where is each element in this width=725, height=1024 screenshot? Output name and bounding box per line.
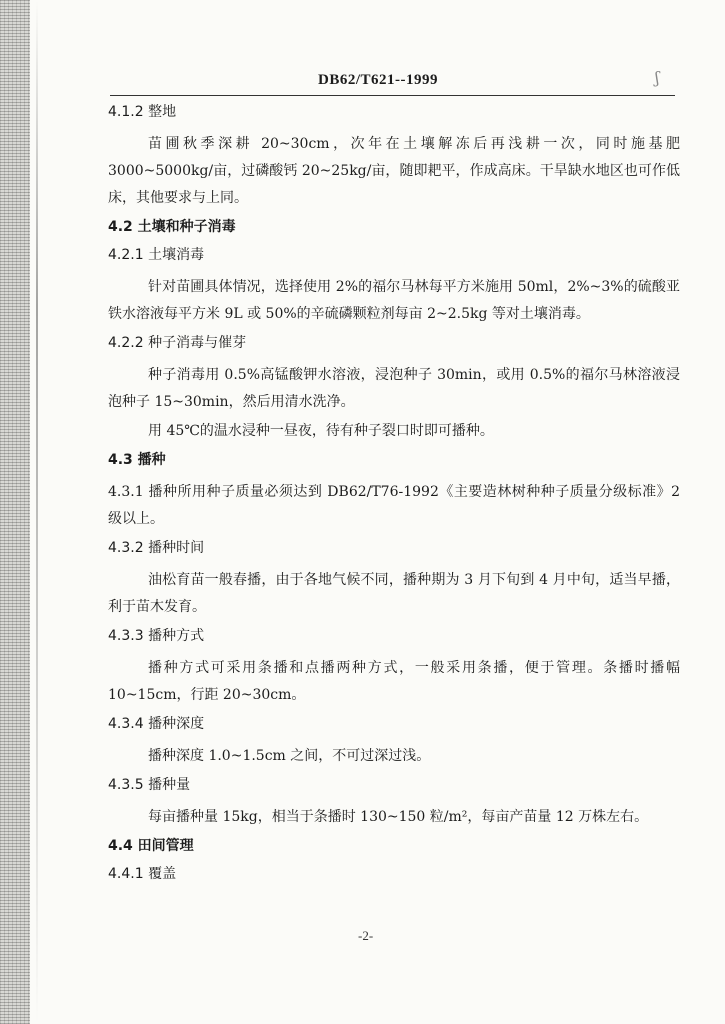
section-heading-4-3: 4.3 播种 xyxy=(108,452,166,468)
scan-binding-edge xyxy=(0,0,30,1024)
margin-mark: ʃ xyxy=(655,68,660,87)
document-body xyxy=(108,103,680,893)
paragraph-seed-quality: 4.3.1 播种所用种子质量必须达到 DB62/T76-1992《主要造林树种种子质量分级标准》2 级以上。 xyxy=(108,484,680,527)
paragraph-sowing-depth: 播种深度 1.0~1.5cm 之间，不可过深过浅。 xyxy=(148,748,431,764)
standard-code-header: DB62/T621--1999 xyxy=(318,72,438,88)
section-heading-4-2-1: 4.2.1 土壤消毒 xyxy=(108,247,205,263)
paragraph-soil-disinfection: 针对苗圃具体情况，选择使用 2%的福尔马林每平方米施用 50ml，2%~3%的硫酸亚铁水溶液每平方米 9L 或 50%的辛硫磷颗粒剂每亩 2~2.5kg 等对土壤消毒。 xyxy=(108,279,680,322)
paragraph-sowing-method: 播种方式可采用条播和点播两种方式，一般采用条播，便于管理。条播时播幅 10~15cm，行距 20~30cm。 xyxy=(108,660,680,703)
paragraph-seed-soaking: 用 45℃的温水浸种一昼夜，待有种子裂口时即可播种。 xyxy=(148,423,494,439)
page-number: -2- xyxy=(358,928,374,943)
paragraph-sowing-time: 油松育苗一般春播，由于各地气候不同，播种期为 3 月下旬到 4 月中旬，适当早播，利于苗木发育。 xyxy=(108,572,680,615)
section-heading-4-2-2: 4.2.2 种子消毒与催芽 xyxy=(108,335,247,351)
section-heading-4-1-2: 4.1.2 整地 xyxy=(108,104,177,120)
scan-fold-shadow xyxy=(36,0,38,1024)
paragraph-seed-disinfection: 种子消毒用 0.5%高锰酸钾水溶液，浸泡种子 30min，或用 0.5%的福尔马林溶液浸泡种子 15~30min，然后用清水洗净。 xyxy=(108,367,680,410)
paragraph-sowing-rate: 每亩播种量 15kg，相当于条播时 130~150 粒/m²，每亩产苗量 12 万株左右。 xyxy=(148,809,649,825)
section-heading-4-3-3: 4.3.3 播种方式 xyxy=(108,628,205,644)
section-heading-4-4: 4.4 田间管理 xyxy=(108,838,194,854)
section-heading-4-4-1: 4.4.1 覆盖 xyxy=(108,866,177,882)
paragraph-land-preparation: 苗圃秋季深耕 20~30cm，次年在土壤解冻后再浅耕一次，同时施基肥 3000~5000kg/亩，过磷酸钙 20~25kg/亩，随即耙平，作成高床。干旱缺水地区也可作低床，其他要求与上同。 xyxy=(108,136,680,206)
section-heading-4-3-2: 4.3.2 播种时间 xyxy=(108,540,205,556)
header-rule xyxy=(110,95,675,96)
section-heading-4-3-5: 4.3.5 播种量 xyxy=(108,777,191,793)
section-heading-4-3-4: 4.3.4 播种深度 xyxy=(108,716,205,732)
section-heading-4-2: 4.2 土壤和种子消毒 xyxy=(108,219,236,235)
